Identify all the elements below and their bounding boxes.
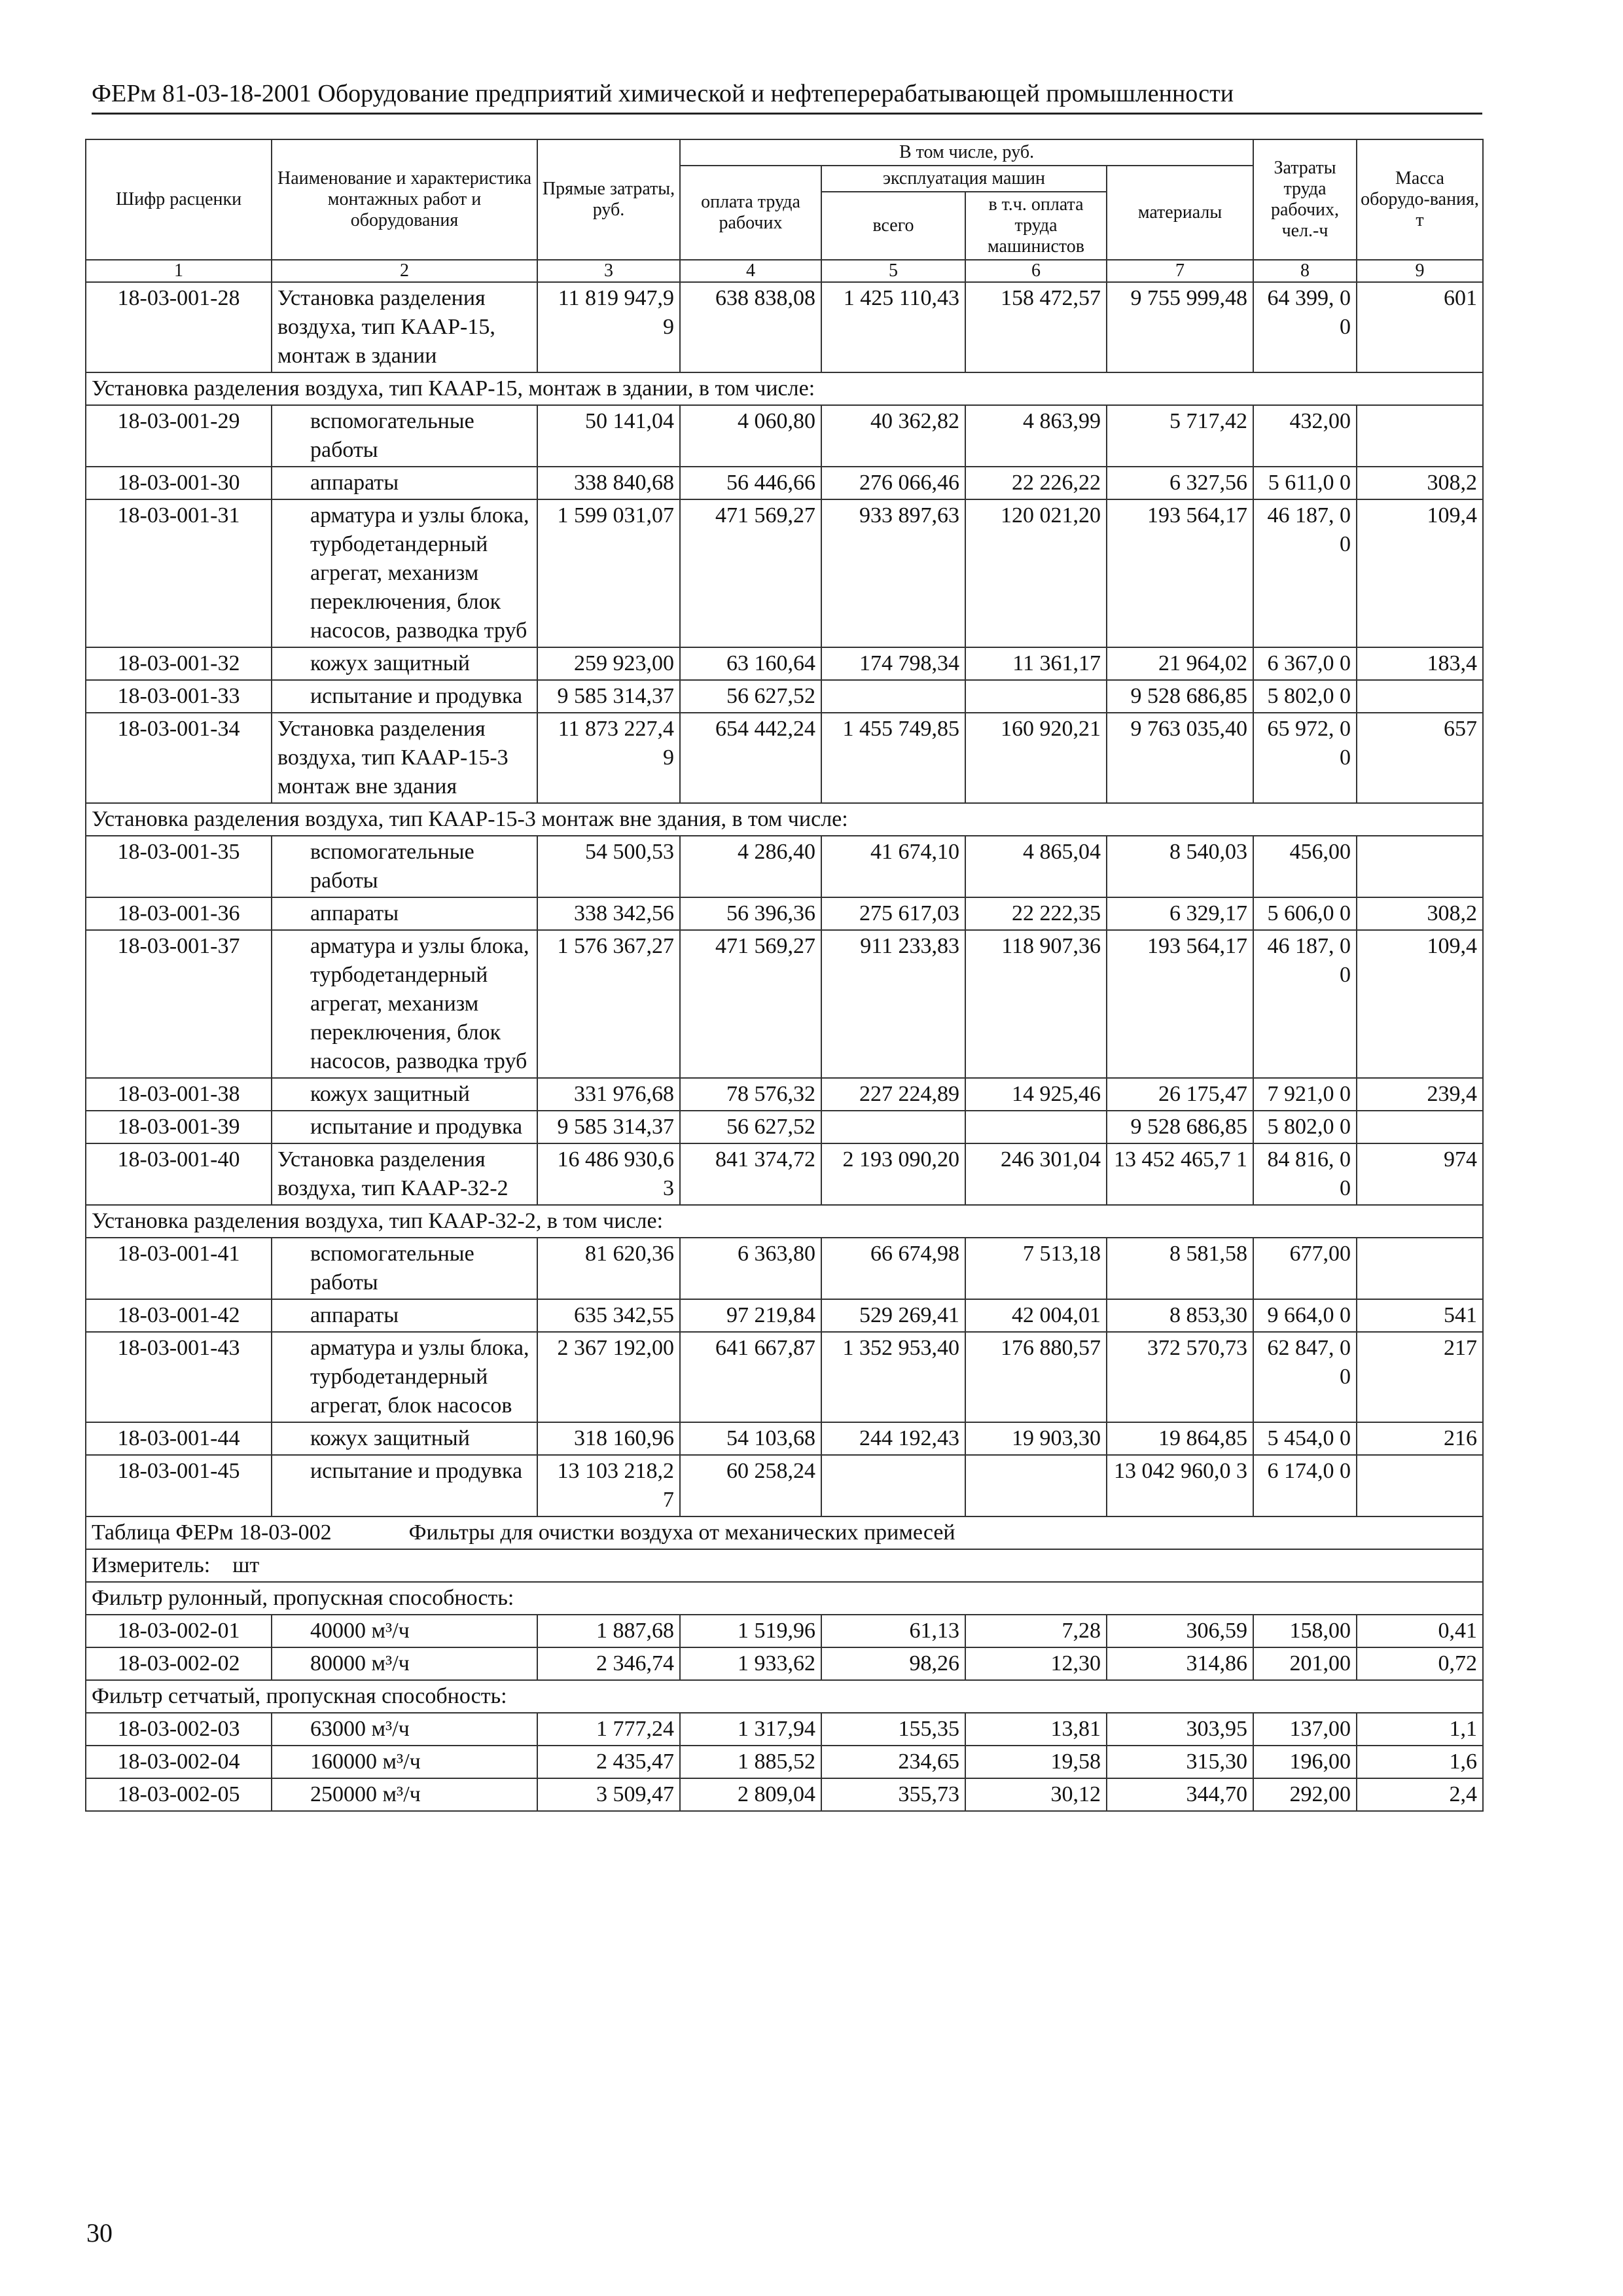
operator-wages: 22 222,35 [965, 897, 1107, 930]
table-body [86, 282, 1483, 1811]
materials-cost: 372 570,73 [1107, 1332, 1253, 1422]
rate-code: 18-03-001-42 [86, 1299, 272, 1332]
work-name: вспомогательные работы [272, 405, 537, 467]
work-name: 250000 м³/ч [272, 1778, 537, 1811]
machines-total: 227 224,89 [821, 1078, 965, 1111]
section-caption: Фильтр сетчатый, пропускная способность: [86, 1680, 1483, 1713]
work-name: вспомогательные работы [272, 1238, 537, 1299]
worker-wages: 641 667,87 [680, 1332, 821, 1422]
direct-costs: 2 435,47 [537, 1746, 680, 1778]
machines-total [821, 1111, 965, 1143]
table-row [86, 1238, 1483, 1299]
col-header-code: Шифр расценки [86, 139, 272, 260]
col-header-materials: материалы [1107, 166, 1253, 260]
col-header-direct: Прямые затраты, руб. [537, 139, 680, 260]
machines-total: 40 362,82 [821, 405, 965, 467]
worker-wages: 6 363,80 [680, 1238, 821, 1299]
materials-cost: 314,86 [1107, 1647, 1253, 1680]
materials-cost: 6 327,56 [1107, 467, 1253, 499]
operator-wages [965, 1111, 1107, 1143]
labor-hours: 5 802,0 0 [1253, 1111, 1357, 1143]
rate-code: 18-03-001-39 [86, 1111, 272, 1143]
rate-code: 18-03-001-38 [86, 1078, 272, 1111]
table-row [86, 1078, 1483, 1111]
table-row [86, 1332, 1483, 1422]
machines-total: 529 269,41 [821, 1299, 965, 1332]
rate-code: 18-03-002-02 [86, 1647, 272, 1680]
rates-table [85, 139, 1484, 1812]
rate-code: 18-03-001-36 [86, 897, 272, 930]
col-header-labor: Затраты труда рабочих, чел.-ч [1253, 139, 1357, 260]
machines-total: 174 798,34 [821, 647, 965, 680]
worker-wages: 2 809,04 [680, 1778, 821, 1811]
table-row [86, 1615, 1483, 1647]
labor-hours: 65 972, 00 [1253, 713, 1357, 803]
labor-hours: 5 802,0 0 [1253, 680, 1357, 713]
machines-total: 41 674,10 [821, 836, 965, 897]
section-row [86, 1680, 1483, 1713]
worker-wages: 471 569,27 [680, 499, 821, 647]
work-name: 40000 м³/ч [272, 1615, 537, 1647]
labor-hours: 196,00 [1253, 1746, 1357, 1778]
materials-cost: 9 763 035,40 [1107, 713, 1253, 803]
machines-total: 355,73 [821, 1778, 965, 1811]
materials-cost: 344,70 [1107, 1778, 1253, 1811]
labor-hours: 5 611,0 0 [1253, 467, 1357, 499]
operator-wages: 4 863,99 [965, 405, 1107, 467]
materials-cost: 19 864,85 [1107, 1422, 1253, 1455]
work-name: 80000 м³/ч [272, 1647, 537, 1680]
machines-total [821, 680, 965, 713]
equipment-mass: 974 [1357, 1143, 1483, 1205]
col-header-mach-wages: в т.ч. оплата труда машинистов [965, 192, 1107, 260]
operator-wages: 30,12 [965, 1778, 1107, 1811]
table-row [86, 930, 1483, 1078]
materials-cost: 21 964,02 [1107, 647, 1253, 680]
col-number: 2 [272, 260, 537, 282]
direct-costs: 3 509,47 [537, 1778, 680, 1811]
rate-code: 18-03-002-01 [86, 1615, 272, 1647]
materials-cost: 13 042 960,0 3 [1107, 1455, 1253, 1516]
operator-wages: 118 907,36 [965, 930, 1107, 1078]
work-name: арматура и узлы блока, турбодетандерный агрегат, блок насосов [272, 1332, 537, 1422]
labor-hours: 6 174,0 0 [1253, 1455, 1357, 1516]
worker-wages: 56 627,52 [680, 1111, 821, 1143]
labor-hours: 5 606,0 0 [1253, 897, 1357, 930]
rate-code: 18-03-001-41 [86, 1238, 272, 1299]
worker-wages: 841 374,72 [680, 1143, 821, 1205]
direct-costs: 1 777,24 [537, 1713, 680, 1746]
col-header-machines: эксплуатация машин [821, 166, 1107, 192]
equipment-mass: 2,4 [1357, 1778, 1483, 1811]
materials-cost: 306,59 [1107, 1615, 1253, 1647]
equipment-mass: 601 [1357, 282, 1483, 372]
operator-wages: 12,30 [965, 1647, 1107, 1680]
table-row [86, 1299, 1483, 1332]
equipment-mass: 217 [1357, 1332, 1483, 1422]
materials-cost: 5 717,42 [1107, 405, 1253, 467]
section-row [86, 1205, 1483, 1238]
equipment-mass: 308,2 [1357, 897, 1483, 930]
section-row [86, 372, 1483, 405]
equipment-mass [1357, 1111, 1483, 1143]
direct-costs: 50 141,04 [537, 405, 680, 467]
direct-costs: 259 923,00 [537, 647, 680, 680]
materials-cost: 6 329,17 [1107, 897, 1253, 930]
labor-hours: 432,00 [1253, 405, 1357, 467]
worker-wages: 78 576,32 [680, 1078, 821, 1111]
direct-costs: 318 160,96 [537, 1422, 680, 1455]
table-row [86, 1111, 1483, 1143]
table-title-text: Фильтры для очистки воздуха от механических примесей [408, 1520, 955, 1545]
table-row [86, 836, 1483, 897]
labor-hours: 84 816, 00 [1253, 1143, 1357, 1205]
worker-wages: 60 258,24 [680, 1455, 821, 1516]
direct-costs: 331 976,68 [537, 1078, 680, 1111]
equipment-mass [1357, 1455, 1483, 1516]
machines-total: 933 897,63 [821, 499, 965, 647]
labor-hours: 64 399, 00 [1253, 282, 1357, 372]
machines-total [821, 1455, 965, 1516]
machines-total: 66 674,98 [821, 1238, 965, 1299]
labor-hours: 7 921,0 0 [1253, 1078, 1357, 1111]
operator-wages: 19,58 [965, 1746, 1107, 1778]
materials-cost: 193 564,17 [1107, 930, 1253, 1078]
labor-hours: 292,00 [1253, 1778, 1357, 1811]
worker-wages: 1 933,62 [680, 1647, 821, 1680]
direct-costs: 54 500,53 [537, 836, 680, 897]
rate-code: 18-03-002-03 [86, 1713, 272, 1746]
meter-value: шт [232, 1553, 260, 1577]
section-caption: Установка разделения воздуха, тип КААР-32-2, в том числе: [86, 1205, 1483, 1238]
rate-code: 18-03-001-31 [86, 499, 272, 647]
worker-wages: 54 103,68 [680, 1422, 821, 1455]
equipment-mass [1357, 405, 1483, 467]
table-row [86, 897, 1483, 930]
machines-total: 276 066,46 [821, 467, 965, 499]
machines-total: 61,13 [821, 1615, 965, 1647]
col-number: 8 [1253, 260, 1357, 282]
materials-cost: 8 581,58 [1107, 1238, 1253, 1299]
equipment-mass: 1,1 [1357, 1713, 1483, 1746]
direct-costs: 11 819 947,9 9 [537, 282, 680, 372]
section-caption: Установка разделения воздуха, тип КААР-15, монтаж в здании, в том числе: [86, 372, 1483, 405]
rate-code: 18-03-001-34 [86, 713, 272, 803]
work-name: кожух защитный [272, 1078, 537, 1111]
operator-wages: 120 021,20 [965, 499, 1107, 647]
work-name: кожух защитный [272, 1422, 537, 1455]
direct-costs: 11 873 227,4 9 [537, 713, 680, 803]
operator-wages: 19 903,30 [965, 1422, 1107, 1455]
section-row [86, 803, 1483, 836]
worker-wages: 471 569,27 [680, 930, 821, 1078]
direct-costs: 338 342,56 [537, 897, 680, 930]
operator-wages: 42 004,01 [965, 1299, 1107, 1332]
worker-wages: 4 060,80 [680, 405, 821, 467]
rate-code: 18-03-001-29 [86, 405, 272, 467]
operator-wages: 14 925,46 [965, 1078, 1107, 1111]
direct-costs: 2 346,74 [537, 1647, 680, 1680]
labor-hours: 158,00 [1253, 1615, 1357, 1647]
table-row [86, 647, 1483, 680]
equipment-mass: 0,72 [1357, 1647, 1483, 1680]
rate-code: 18-03-001-45 [86, 1455, 272, 1516]
worker-wages: 1 519,96 [680, 1615, 821, 1647]
direct-costs: 1 599 031,07 [537, 499, 680, 647]
work-name: испытание и продувка [272, 1111, 537, 1143]
rate-code: 18-03-001-44 [86, 1422, 272, 1455]
col-number: 7 [1107, 260, 1253, 282]
operator-wages [965, 1455, 1107, 1516]
rate-code: 18-03-001-35 [86, 836, 272, 897]
operator-wages: 160 920,21 [965, 713, 1107, 803]
table-row [86, 1746, 1483, 1778]
equipment-mass: 109,4 [1357, 930, 1483, 1078]
materials-cost: 9 528 686,85 [1107, 680, 1253, 713]
machines-total: 2 193 090,20 [821, 1143, 965, 1205]
labor-hours: 137,00 [1253, 1713, 1357, 1746]
work-name: арматура и узлы блока, турбодетандерный агрегат, механизм переключения, блок насосов, разводка труб [272, 499, 537, 647]
equipment-mass: 0,41 [1357, 1615, 1483, 1647]
work-name: Установка разделения воздуха, тип КААР-15-3 монтаж вне здания [272, 713, 537, 803]
section-row [86, 1582, 1483, 1615]
table-row [86, 1455, 1483, 1516]
operator-wages: 22 226,22 [965, 467, 1107, 499]
table-title-row [86, 1516, 1483, 1549]
col-header-mach-total: всего [821, 192, 965, 260]
section-caption: Установка разделения воздуха, тип КААР-15-3 монтаж вне здания, в том числе: [86, 803, 1483, 836]
worker-wages: 1 885,52 [680, 1746, 821, 1778]
equipment-mass: 541 [1357, 1299, 1483, 1332]
col-header-name: Наименование и характеристика монтажных работ и оборудования [272, 139, 537, 260]
table-row [86, 1778, 1483, 1811]
col-number: 5 [821, 260, 965, 282]
machines-total: 1 352 953,40 [821, 1332, 965, 1422]
worker-wages: 638 838,08 [680, 282, 821, 372]
machines-total: 911 233,83 [821, 930, 965, 1078]
work-name: арматура и узлы блока, турбодетандерный агрегат, механизм переключения, блок насосов, разводка труб [272, 930, 537, 1078]
worker-wages: 1 317,94 [680, 1713, 821, 1746]
machines-total: 1 455 749,85 [821, 713, 965, 803]
rate-code: 18-03-001-43 [86, 1332, 272, 1422]
materials-cost: 8 540,03 [1107, 836, 1253, 897]
page-header: ФЕРм 81-03-18-2001 Оборудование предприятий химической и нефтеперерабатывающей промышленности [92, 79, 1482, 115]
rate-code: 18-03-001-28 [86, 282, 272, 372]
meter-cell [86, 1549, 1483, 1582]
equipment-mass: 183,4 [1357, 647, 1483, 680]
materials-cost: 8 853,30 [1107, 1299, 1253, 1332]
work-name: аппараты [272, 897, 537, 930]
table-title [86, 1516, 1483, 1549]
worker-wages: 97 219,84 [680, 1299, 821, 1332]
equipment-mass: 239,4 [1357, 1078, 1483, 1111]
materials-cost: 9 755 999,48 [1107, 282, 1253, 372]
worker-wages: 654 442,24 [680, 713, 821, 803]
table-row [86, 1422, 1483, 1455]
equipment-mass: 308,2 [1357, 467, 1483, 499]
work-name: вспомогательные работы [272, 836, 537, 897]
col-number: 9 [1357, 260, 1483, 282]
work-name: Установка разделения воздуха, тип КААР-15, монтаж в здании [272, 282, 537, 372]
col-number: 3 [537, 260, 680, 282]
labor-hours: 9 664,0 0 [1253, 1299, 1357, 1332]
equipment-mass: 657 [1357, 713, 1483, 803]
direct-costs: 9 585 314,37 [537, 1111, 680, 1143]
operator-wages: 7,28 [965, 1615, 1107, 1647]
table-row [86, 499, 1483, 647]
machines-total: 275 617,03 [821, 897, 965, 930]
table-title-label: Таблица ФЕРм 18-03-002 [92, 1520, 332, 1545]
materials-cost: 9 528 686,85 [1107, 1111, 1253, 1143]
machines-total: 234,65 [821, 1746, 965, 1778]
col-header-incl: В том числе, руб. [680, 139, 1253, 166]
materials-cost: 13 452 465,7 1 [1107, 1143, 1253, 1205]
col-number: 4 [680, 260, 821, 282]
meter-row [86, 1549, 1483, 1582]
labor-hours: 46 187, 00 [1253, 499, 1357, 647]
labor-hours: 62 847, 00 [1253, 1332, 1357, 1422]
worker-wages: 56 396,36 [680, 897, 821, 930]
rate-code: 18-03-001-33 [86, 680, 272, 713]
table-row [86, 1647, 1483, 1680]
operator-wages: 4 865,04 [965, 836, 1107, 897]
worker-wages: 56 446,66 [680, 467, 821, 499]
work-name: аппараты [272, 1299, 537, 1332]
work-name: испытание и продувка [272, 680, 537, 713]
labor-hours: 201,00 [1253, 1647, 1357, 1680]
col-header-mass: Масса оборудо-вания, т [1357, 139, 1483, 260]
direct-costs: 2 367 192,00 [537, 1332, 680, 1422]
labor-hours: 456,00 [1253, 836, 1357, 897]
col-header-wages: оплата труда рабочих [680, 166, 821, 260]
direct-costs: 635 342,55 [537, 1299, 680, 1332]
operator-wages: 176 880,57 [965, 1332, 1107, 1422]
operator-wages: 158 472,57 [965, 282, 1107, 372]
direct-costs: 16 486 930,6 3 [537, 1143, 680, 1205]
direct-costs: 338 840,68 [537, 467, 680, 499]
rate-code: 18-03-002-05 [86, 1778, 272, 1811]
labor-hours: 5 454,0 0 [1253, 1422, 1357, 1455]
labor-hours: 46 187, 00 [1253, 930, 1357, 1078]
worker-wages: 4 286,40 [680, 836, 821, 897]
page-number: 30 [86, 2218, 113, 2248]
work-name: аппараты [272, 467, 537, 499]
equipment-mass: 109,4 [1357, 499, 1483, 647]
direct-costs: 9 585 314,37 [537, 680, 680, 713]
table-row [86, 405, 1483, 467]
machines-total: 155,35 [821, 1713, 965, 1746]
direct-costs: 1 576 367,27 [537, 930, 680, 1078]
operator-wages: 13,81 [965, 1713, 1107, 1746]
col-number: 1 [86, 260, 272, 282]
rate-code: 18-03-002-04 [86, 1746, 272, 1778]
work-name: испытание и продувка [272, 1455, 537, 1516]
worker-wages: 63 160,64 [680, 647, 821, 680]
section-caption: Фильтр рулонный, пропускная способность: [86, 1582, 1483, 1615]
operator-wages: 11 361,17 [965, 647, 1107, 680]
table-row [86, 282, 1483, 372]
rate-code: 18-03-001-32 [86, 647, 272, 680]
machines-total: 244 192,43 [821, 1422, 965, 1455]
work-name: 160000 м³/ч [272, 1746, 537, 1778]
operator-wages [965, 680, 1107, 713]
table-row [86, 713, 1483, 803]
work-name: кожух защитный [272, 647, 537, 680]
meter-label: Измеритель: [92, 1553, 211, 1577]
equipment-mass: 1,6 [1357, 1746, 1483, 1778]
table-header [86, 139, 1483, 282]
col-number: 6 [965, 260, 1107, 282]
equipment-mass: 216 [1357, 1422, 1483, 1455]
equipment-mass [1357, 836, 1483, 897]
rate-code: 18-03-001-30 [86, 467, 272, 499]
materials-cost: 26 175,47 [1107, 1078, 1253, 1111]
worker-wages: 56 627,52 [680, 680, 821, 713]
materials-cost: 193 564,17 [1107, 499, 1253, 647]
operator-wages: 246 301,04 [965, 1143, 1107, 1205]
table-row [86, 1143, 1483, 1205]
equipment-mass [1357, 680, 1483, 713]
work-name: Установка разделения воздуха, тип КААР-32-2 [272, 1143, 537, 1205]
column-numbers-row [86, 260, 1483, 282]
table-row [86, 1713, 1483, 1746]
labor-hours: 6 367,0 0 [1253, 647, 1357, 680]
rate-code: 18-03-001-37 [86, 930, 272, 1078]
materials-cost: 303,95 [1107, 1713, 1253, 1746]
direct-costs: 81 620,36 [537, 1238, 680, 1299]
machines-total: 1 425 110,43 [821, 282, 965, 372]
labor-hours: 677,00 [1253, 1238, 1357, 1299]
rate-code: 18-03-001-40 [86, 1143, 272, 1205]
materials-cost: 315,30 [1107, 1746, 1253, 1778]
machines-total: 98,26 [821, 1647, 965, 1680]
table-row [86, 680, 1483, 713]
equipment-mass [1357, 1238, 1483, 1299]
direct-costs: 1 887,68 [537, 1615, 680, 1647]
table-row [86, 467, 1483, 499]
work-name: 63000 м³/ч [272, 1713, 537, 1746]
direct-costs: 13 103 218,2 7 [537, 1455, 680, 1516]
operator-wages: 7 513,18 [965, 1238, 1107, 1299]
